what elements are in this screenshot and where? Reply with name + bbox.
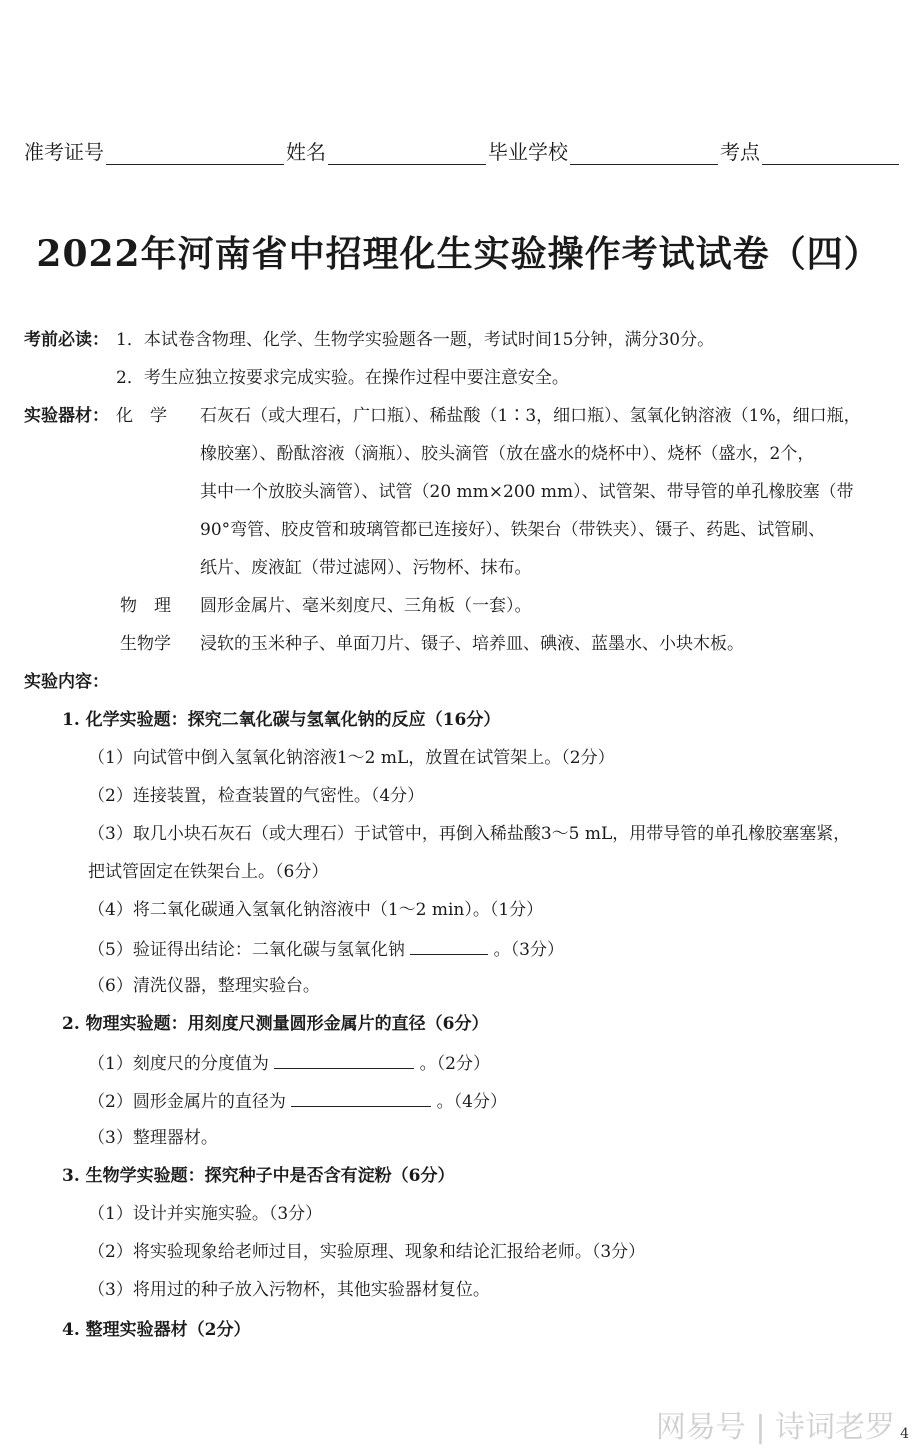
chem-materials-line: 90°弯管、胶皮管和玻璃管都已连接好）、铁架台（带铁夹）、镊子、药匙、试管刷、 — [200, 520, 826, 540]
notice-label: 考前必读： — [24, 330, 109, 350]
chem-materials-line: 其中一个放胶头滴管）、试管（20 mm×200 mm）、试管架、带导管的单孔橡胶塞（带 — [200, 482, 854, 502]
watermark: 网易号 | 诗词老罗 — [655, 1410, 895, 1445]
page-number: 4 — [900, 1426, 909, 1442]
scale-division-blank[interactable] — [274, 1052, 414, 1069]
q2-step: （3）整理器材。 — [88, 1128, 218, 1148]
q1-step: （4）将二氧化碳通入氢氧化钠溶液中（1～2 min）。（1分） — [88, 900, 544, 920]
q2-step-2-score: 。（4分） — [436, 1092, 507, 1112]
q4-title: 4. 整理实验器材（2分） — [62, 1320, 251, 1340]
chem-materials-line: 石灰石（或大理石，广口瓶）、稀盐酸（1∶3，细口瓶）、氢氧化钠溶液（1%，细口瓶， — [200, 406, 861, 426]
bio-label: 生物学 — [120, 634, 171, 654]
q1-conclusion-blank[interactable] — [410, 938, 488, 955]
diameter-blank[interactable] — [291, 1090, 431, 1107]
q1-step-5-text: （5）验证得出结论：二氧化碳与氢氧化钠 — [88, 940, 405, 960]
materials-label: 实验器材： — [24, 406, 109, 426]
q1-step: （2）连接装置，检查装置的气密性。（4分） — [88, 786, 425, 806]
q1-step: （3）取几小块石灰石（或大理石）于试管中，再倒入稀盐酸3～5 mL，用带导管的单孔橡胶塞塞紧， — [88, 824, 851, 844]
q3-step: （3）将用过的种子放入污物杯，其他实验器材复位。 — [88, 1280, 490, 1300]
phys-materials: 圆形金属片、毫米刻度尺、三角板（一套）。 — [200, 596, 532, 616]
exam-header-fields — [24, 136, 901, 165]
admission-no-label: 准考证号 — [24, 140, 104, 164]
school-field[interactable] — [570, 142, 718, 165]
school-label: 毕业学校 — [488, 140, 568, 164]
notice-item-1: 1．本试卷含物理、化学、生物学实验题各一题，考试时间15分钟，满分30分。 — [116, 330, 715, 350]
chem-materials-line: 橡胶塞）、酚酞溶液（滴瓶）、胶头滴管（放在盛水的烧杯中）、烧杯（盛水，2个， — [200, 444, 815, 464]
q2-step-2-text: （2）圆形金属片的直径为 — [88, 1092, 286, 1112]
bio-materials: 浸软的玉米种子、单面刀片、镊子、培养皿、碘液、蓝墨水、小块木板。 — [200, 634, 744, 654]
q1-step-cont: 把试管固定在铁架台上。（6分） — [88, 862, 329, 882]
page-title: 2022年河南省中招理化生实验操作考试试卷（四） — [36, 233, 881, 275]
q1-step: （6）清洗仪器，整理实验台。 — [88, 976, 320, 996]
admission-no-field[interactable] — [106, 142, 284, 165]
q1-step-5 — [88, 938, 564, 960]
content-label: 实验内容： — [24, 672, 109, 692]
name-label: 姓名 — [286, 140, 326, 164]
q2-title: 2. 物理实验题：用刻度尺测量圆形金属片的直径（6分） — [62, 1014, 489, 1034]
q2-step-1-score: 。（2分） — [419, 1054, 490, 1074]
q3-step: （1）设计并实施实验。（3分） — [88, 1204, 323, 1224]
q1-step-5-score: 。（3分） — [493, 940, 564, 960]
chem-label: 化 学 — [116, 406, 167, 426]
q3-step: （2）将实验现象给老师过目，实验原理、现象和结论汇报给老师。（3分） — [88, 1242, 646, 1262]
q2-step-1-text: （1）刻度尺的分度值为 — [88, 1054, 269, 1074]
q1-step: （1）向试管中倒入氢氧化钠溶液1～2 mL，放置在试管架上。（2分） — [88, 748, 615, 768]
q2-step-2 — [88, 1090, 507, 1112]
q2-step-1 — [88, 1052, 490, 1074]
name-field[interactable] — [328, 142, 486, 165]
q1-title: 1. 化学实验题：探究二氧化碳与氢氧化钠的反应（16分） — [62, 710, 501, 730]
notice-item-2: 2．考生应独立按要求完成实验。在操作过程中要注意安全。 — [116, 368, 569, 388]
chem-materials-line: 纸片、废液缸（带过滤网）、污物杯、抹布。 — [200, 558, 532, 578]
exam-site-label: 考点 — [720, 140, 760, 164]
phys-label: 物 理 — [120, 596, 171, 616]
exam-site-field[interactable] — [762, 142, 899, 165]
q3-title: 3. 生物学实验题：探究种子中是否含有淀粉（6分） — [62, 1166, 455, 1186]
